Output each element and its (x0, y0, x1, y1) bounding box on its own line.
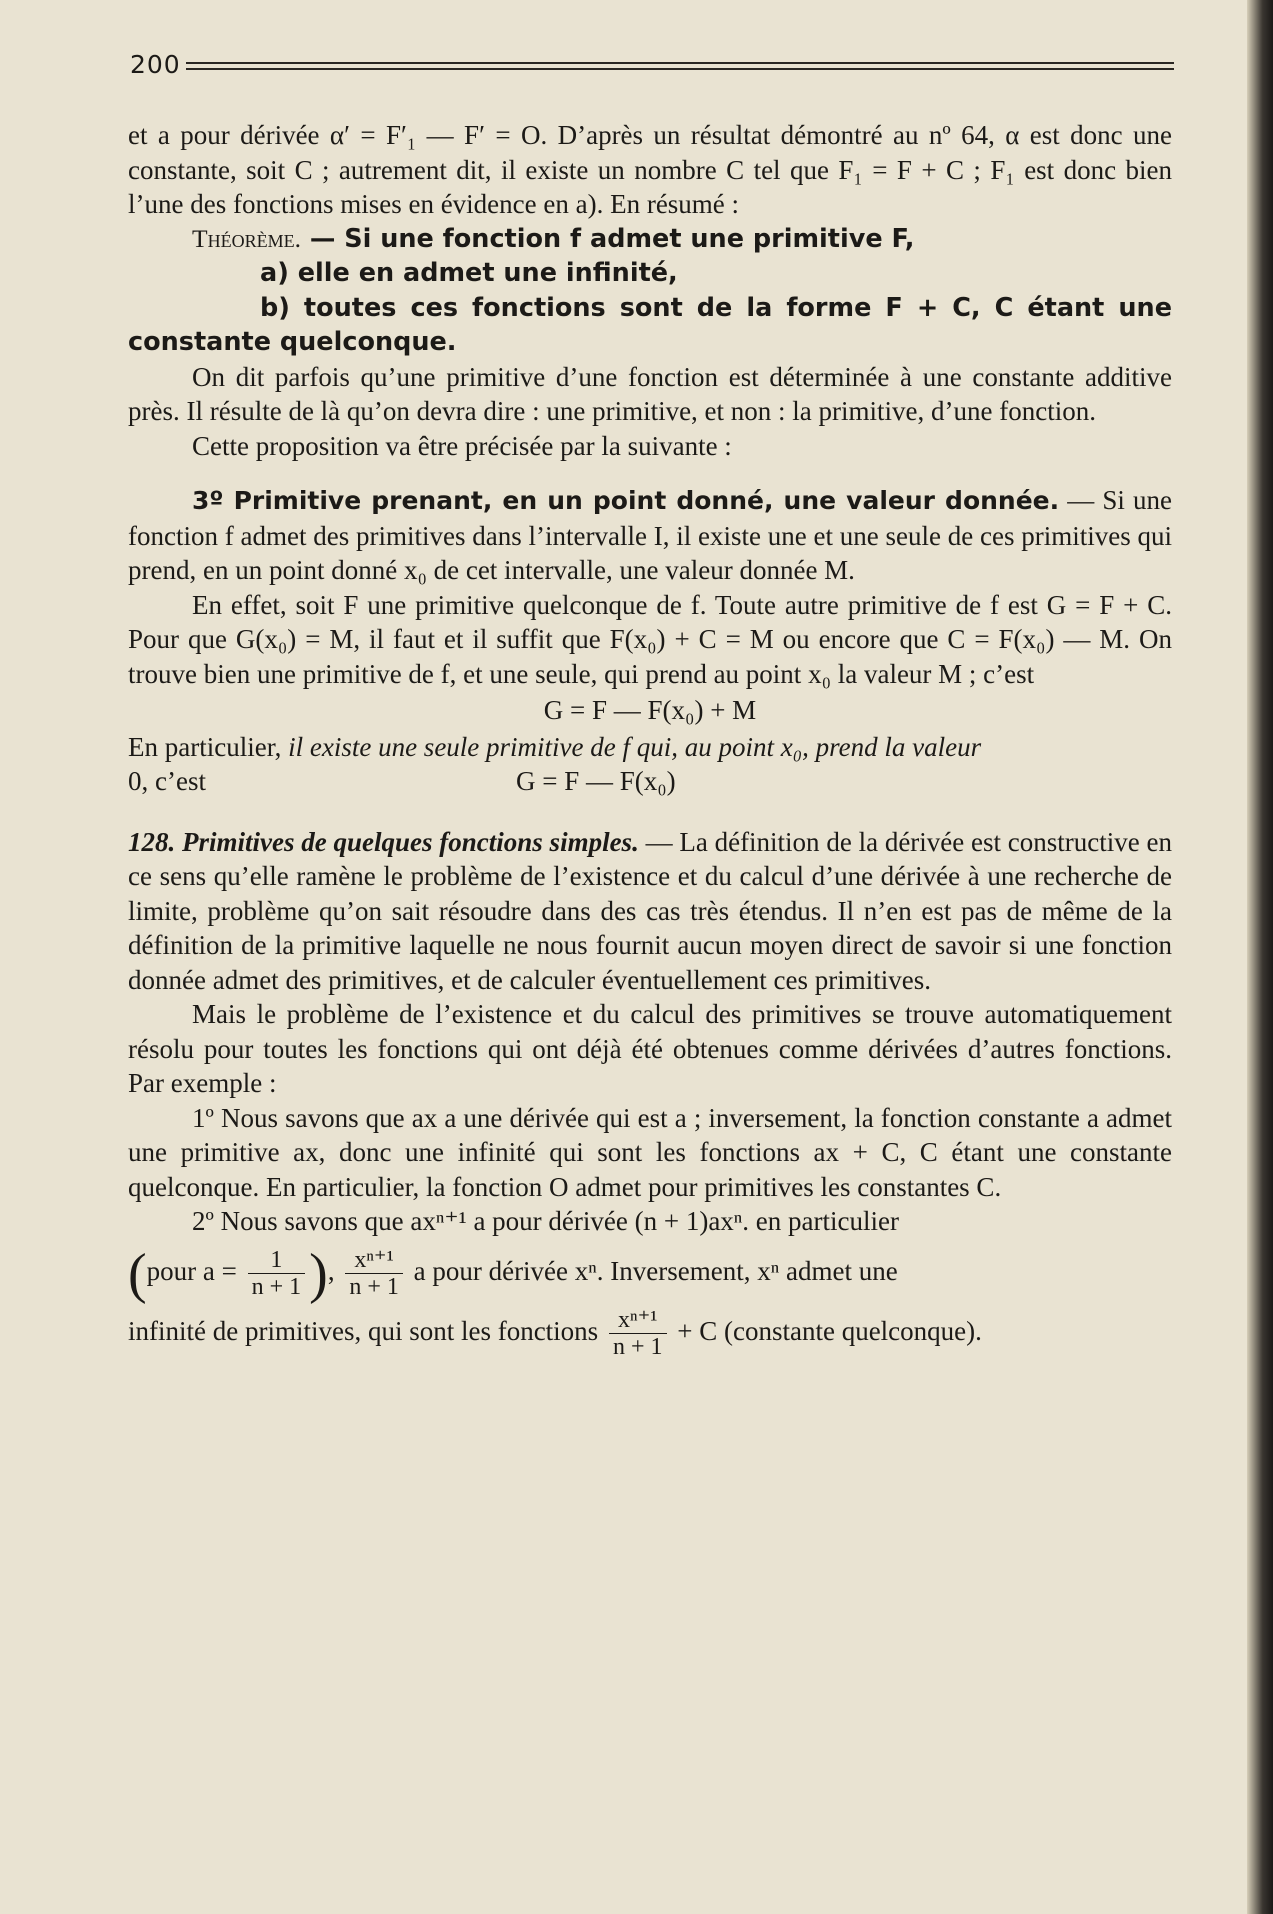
fraction-numerator: xⁿ⁺¹ (345, 1247, 403, 1274)
body-text (128, 118, 1172, 1360)
paragraph (128, 825, 1172, 998)
italic-run: il existe une seule primitive de f qui, au point x₀, prend la valeur (288, 731, 982, 762)
paragraph: et a pour dérivée α′ = F′₁ — F′ = O. D’après un résultat démontré au nº 64, α est donc une constante, soit C ; autrement dit, il existe un nombre C tel que F₁ = F + C ; F₁ est donc bien l’une des fonctions mises en évidence en a). En résumé : (128, 120, 1172, 219)
fraction (345, 1247, 403, 1300)
fraction-denominator: n + 1 (612, 1333, 663, 1360)
spacer (128, 799, 1172, 825)
header-rule (186, 62, 1174, 64)
spacer (128, 463, 1172, 483)
fraction-denominator: n + 1 (251, 1273, 302, 1300)
theorem-label: Théorème. (192, 223, 301, 253)
equation: G = F — F(x₀) (515, 766, 676, 796)
theorem-statement (128, 222, 1172, 257)
theorem-item-b: b) toutes ces fonctions sont de la forme F + C, C étant une constante quelconque. (128, 292, 1172, 357)
page-number: 200 (130, 50, 181, 79)
text-run: En particulier, (128, 731, 289, 762)
fraction-denominator: n + 1 (349, 1273, 399, 1300)
paragraph-math (128, 1303, 1172, 1360)
equation: G = F — F(x₀) + M (543, 695, 757, 725)
theorem-text: — Si une fonction f admet une primitive F, (300, 223, 915, 254)
paren-open: ( (128, 1242, 147, 1305)
subsection-heading: 3º Primitive prenant, en un point donné, une valeur donnée. (192, 486, 1060, 515)
paragraph-math: (pour a = $\frac{1}{n + 1}$ ), $\frac{\text{xⁿ⁺¹}}{n + 1}$ a pour dérivée xⁿ. Inversement, xⁿ admet une (128, 1242, 898, 1305)
text-run: pour a = (146, 1255, 244, 1286)
paren-close: ) (309, 1242, 328, 1305)
book-spine-shadow (1247, 0, 1273, 1914)
header-rule-double (186, 68, 1174, 70)
fraction-numerator: 1 (248, 1247, 306, 1274)
text-run: infinité de primitives, qui sont les fonctions (128, 1315, 605, 1346)
paragraph: 2º Nous savons que axⁿ⁺¹ a pour dérivée (n + 1)axⁿ. en particulier (192, 1206, 899, 1236)
text-run: 0, c’est (128, 766, 206, 796)
text-run: + C (constante quelconque). (670, 1315, 982, 1346)
paragraph: 1º Nous savons que ax a une dérivée qui est a ; inversement, la fonction constante a admet une primitive ax, donc une infinité qui sont les fonctions ax + C, C étant une constante quelconque. En particulier, la fonction O admet pour primitives les constantes C. (128, 1102, 1172, 1202)
fraction-numerator: xⁿ⁺¹ (609, 1307, 667, 1334)
text-run: a pour dérivée xⁿ. Inversement, xⁿ admet une (406, 1255, 898, 1286)
section-text: — La définition de la dérivée est constructive en ce sens qu’elle ramène le problème de l’existence et du calcul d’une dérivée à une recherche de limite, problème qu’on sait résoudre dans des cas très étendus. Il n’en est pas de même de la définition de la primitive laquelle ne nous fournit aucun moyen direct de savoir si une fonction donnée admet des primitives, et de calculer éventuellement ces primitives. (128, 826, 1172, 995)
fraction (248, 1247, 306, 1300)
paragraph: Mais le problème de l’existence et du calcul des primitives se trouve automatiquement résolu pour toutes les fonctions qui ont déjà été obtenues comme dérivées d’autres fonctions. Par exemple : (128, 999, 1172, 1098)
paragraph (128, 483, 1172, 588)
theorem-item-a: a) elle en admet une infinité, (260, 258, 678, 288)
paragraph: Cette proposition va être précisée par la suivante : (192, 430, 732, 461)
paragraph (128, 730, 1172, 765)
page-header (124, 46, 1174, 86)
paragraph: On dit parfois qu’une primitive d’une fonction est déterminée à une constante additive près. Il résulte de là qu’on devra dire : une primitive, et non : la primitive, d’une fonction. (128, 361, 1172, 426)
subsection-text: — Si une fonction f admet des primitives dans l’intervalle I, il existe une et une seule de ces primitives qui prend, en un point donné x₀ de cet intervalle, une valeur donnée M. (128, 485, 1172, 585)
section-heading: 128. Primitives de quelques fonctions simples. (128, 826, 639, 857)
paragraph (128, 764, 1172, 799)
paragraph: En effet, soit F une primitive quelconque de f. Toute autre primitive de f est G = F + C. Pour que G(x₀) = M, il faut et il suffit que F(x₀) + C = M ou encore que C = F(x₀) — M. On trouve bien une primitive de f, et une seule, qui prend au point x₀ la valeur M ; c’est (128, 589, 1172, 689)
fraction (609, 1307, 667, 1360)
